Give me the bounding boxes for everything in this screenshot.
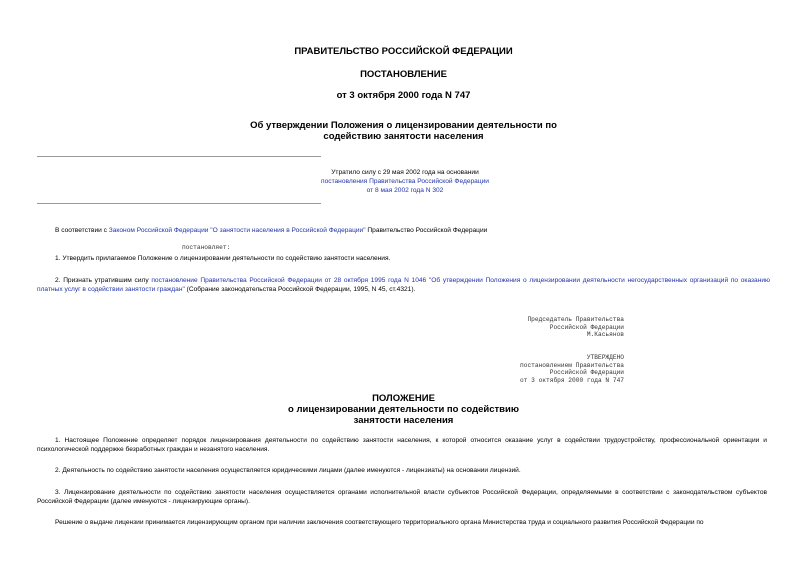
approved-by: постановлением Правительства bbox=[520, 361, 624, 369]
repeal-status bbox=[180, 168, 630, 196]
approved-country: Российской Федерации bbox=[549, 369, 624, 377]
preamble bbox=[55, 226, 487, 235]
signature-position: Председатель Правительства bbox=[527, 316, 624, 323]
employment-law-link[interactable]: Законом Российской Федерации "О занятости населения в Российской Федерации" bbox=[108, 227, 366, 234]
approved-date: от 3 октября 2000 года N 747 bbox=[520, 376, 624, 384]
divider-top bbox=[37, 156, 321, 157]
signature-country: Российской Федерации bbox=[549, 323, 624, 331]
document-title-line-2: содействию занятости населения bbox=[323, 131, 484, 142]
regulation-title: ПОЛОЖЕНИЕ bbox=[372, 393, 435, 404]
item-2-suffix: (Собрание законодательства Российской Федерации, 1995, N 45, ст.4321). bbox=[184, 286, 416, 294]
approved-label: УТВЕРЖДЕНО bbox=[586, 354, 624, 361]
government-heading: ПРАВИТЕЛЬСТВО РОССИЙСКОЙ ФЕДЕРАЦИИ bbox=[294, 46, 513, 57]
document-date-number: от 3 октября 2000 года N 747 bbox=[336, 90, 471, 101]
regulation-paragraph-4: Решение о выдаче лицензии принимается лицензирующим органом при наличии заключения соответствующего территориального органа Министерства труда и социального развития Российской Федерации по bbox=[55, 519, 704, 526]
regulation-paragraph-1: 1. Настоящее Положение определяет порядок лицензирования деятельности по содействию занятости населения, к которой относится оказание услуг в содействии трудоустройству, профессиональной ориентации и психологической поддержке безработных граждан и незанятого населения. bbox=[37, 437, 767, 454]
repeal-decree-link[interactable]: постановления Правительства Российской Федерации bbox=[321, 178, 489, 186]
preamble-prefix: В соответствии с bbox=[55, 227, 109, 234]
approved-block bbox=[470, 354, 624, 384]
document-title-line-1: Об утверждении Положения о лицензировании деятельности по bbox=[250, 120, 557, 131]
item-2-prefix: 2. Признать утратившим силу bbox=[55, 277, 152, 284]
regulation-subtitle-line-2: занятости населения bbox=[353, 414, 454, 426]
document-title bbox=[0, 120, 807, 142]
regulation-paragraph-2: 2. Деятельность по содействию занятости населения осуществляется юридическими лицами (далее именуются - лицензиаты) на основании лицензий. bbox=[55, 467, 521, 474]
repealed-decree-1995-link[interactable]: постановление Правительства Российской Федерации от 28 октября 1995 года N 1046 "Об утверждении Положения о лицензировании деятельности негосударственных организаций по оказанию платных услуг в содействии занятости граждан" bbox=[37, 277, 770, 294]
document-type: ПОСТАНОВЛЕНИЕ bbox=[360, 69, 447, 80]
regulation-title-block bbox=[0, 394, 807, 426]
signature-name: М.Касьянов bbox=[586, 331, 624, 339]
preamble-suffix: Правительство Российской Федерации bbox=[365, 227, 488, 234]
signature-block bbox=[470, 316, 624, 339]
regulation-subtitle-line-1: о лицензировании деятельности по содействию bbox=[288, 403, 519, 415]
item-2 bbox=[37, 276, 770, 294]
item-1: 1. Утвердить прилагаемое Положение о лицензировании деятельности по содействию занятости населения. bbox=[55, 255, 391, 262]
repeal-decree-date-link[interactable]: от 8 мая 2002 года N 302 bbox=[366, 187, 444, 195]
repeal-status-text: Утратило силу с 29 мая 2002 года на основании bbox=[331, 169, 479, 176]
decides-word: постановляет: bbox=[182, 244, 231, 251]
regulation-paragraph-3: 3. Лицензирование деятельности по содействию занятости населения осуществляется органами исполнительной власти субъектов Российской Федерации, определяемыми в соответствии с законодательством субъектов Российской Федерации (далее именуются - лицензирующие органы). bbox=[37, 489, 767, 506]
divider-bottom bbox=[37, 203, 321, 204]
